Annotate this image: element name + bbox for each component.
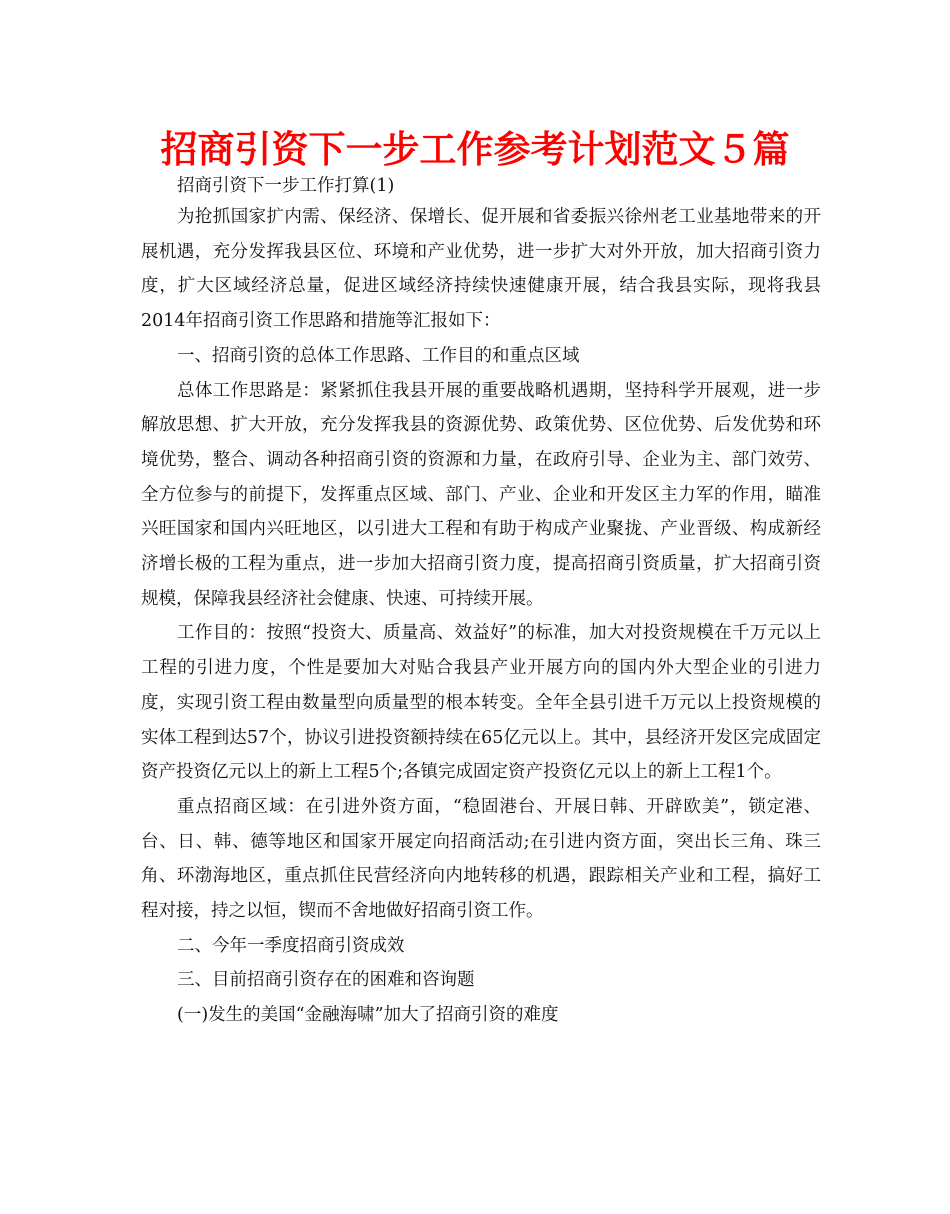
- subsection-heading-1: (一)发生的美国“金融海啸”加大了招商引资的难度: [177, 1005, 559, 1026]
- section-heading-3: 三、目前招商引资存在的困难和咨询题: [177, 970, 475, 991]
- document-title: 招商引资下一步工作参考计划范文５篇: [160, 128, 790, 171]
- section-heading-1: 一、招商引资的总体工作思路、工作目的和重点区域: [177, 345, 580, 366]
- paragraph-intro: 为抢抓国家扩内需、保经济、保增长、促开展和省委振兴徐州老工业基地带来的开展机遇，充分发挥我县区位、环境和产业优势，进一步扩大对外开放，加大招商引资力度，扩大区域经济总量，促进区域经济持续快速健康开展，结合我县实际，现将我县2014年招商引资工作思路和措施等汇报如下：: [141, 207, 821, 332]
- document-body: [141, 172, 821, 1033]
- document-subtitle: 招商引资下一步工作打算(1): [177, 176, 395, 196]
- paragraph-work-goals: 工作目的：按照“投资大、质量高、效益好”的标准，加大对投资规模在千万元以上工程的引进力度，个性是要加大对贴合我县产业开展方向的国内外大型企业的引进力度，实现引资工程由数量型向质量型的根本转变。全年全县引进千万元以上投资规模的实体工程到达57个，协议引进投资额持续在65亿元以上。其中，县经济开发区完成固定资产投资亿元以上的新上工程5个;各镇完成固定资产投资亿元以上的新上工程1个。: [141, 623, 821, 783]
- section-heading-2: 二、今年一季度招商引资成效: [177, 935, 405, 956]
- paragraph-overall-approach: 总体工作思路是：紧紧抓住我县开展的重要战略机遇期，坚持科学开展观，进一步解放思想、扩大开放，充分发挥我县的资源优势、政策优势、区位优势、后发优势和环境优势，整合、调动各种招商引资的资源和力量，在政府引导、企业为主、部门效劳、全方位参与的前提下，发挥重点区域、部门、产业、企业和开发区主力军的作用，瞄准兴旺国家和国内兴旺地区，以引进大工程和有助于构成产业聚拢、产业晋级、构成新经济增长极的工程为重点，进一步加大招商引资力度，提高招商引资质量，扩大招商引资规模，保障我县经济社会健康、快速、可持续开展。: [141, 380, 821, 609]
- paragraph-key-regions: 重点招商区域：在引进外资方面，“稳固港台、开展日韩、开辟欧美”，锁定港、台、日、韩、德等地区和国家开展定向招商活动;在引进内资方面，突出长三角、珠三角、环渤海地区，重点抓住民营经济向内地转移的机遇，跟踪相关产业和工程，搞好工程对接，持之以恒，锲而不舍地做好招商引资工作。: [141, 796, 821, 922]
